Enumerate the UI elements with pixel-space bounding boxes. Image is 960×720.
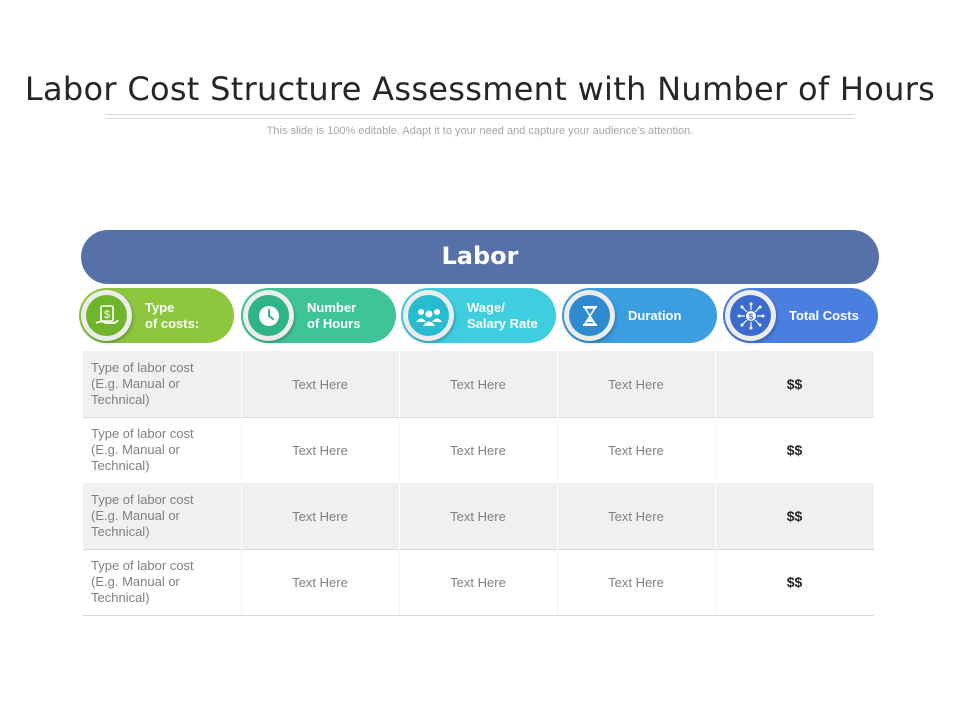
- column-header-label: Wage/ Salary Rate: [467, 299, 538, 331]
- rate-cell: Text Here: [450, 574, 506, 590]
- column-header-type: [79, 288, 234, 343]
- rate-cell: Text Here: [450, 508, 506, 524]
- title-rule-bottom: [106, 118, 854, 119]
- column-header-total: [723, 288, 878, 343]
- column-header-label: Type of costs:: [145, 299, 200, 331]
- rate-cell: Text Here: [450, 376, 506, 392]
- table-row: [83, 351, 874, 418]
- hand-dollar-icon: [86, 295, 127, 336]
- rate-cell: Text Here: [450, 442, 506, 458]
- hours-cell: Text Here: [292, 508, 348, 524]
- cost-type-cell: Type of labor cost (E.g. Manual or Technical): [91, 360, 194, 407]
- column-header-label: Number of Hours: [307, 299, 361, 331]
- icon-badge: [725, 290, 776, 341]
- labor-banner: Labor: [81, 230, 879, 284]
- dollar-network-icon: [730, 295, 771, 336]
- cost-type-cell: Type of labor cost (E.g. Manual or Technical): [91, 426, 194, 473]
- column-header-duration: [562, 288, 717, 343]
- icon-badge: [403, 290, 454, 341]
- hours-cell: Text Here: [292, 574, 348, 590]
- duration-cell: Text Here: [608, 376, 664, 392]
- duration-cell: Text Here: [608, 574, 664, 590]
- icon-badge: [243, 290, 294, 341]
- cost-type-cell: Type of labor cost (E.g. Manual or Technical): [91, 558, 194, 605]
- slide-subtitle: This slide is 100% editable. Adapt it to your need and capture your audience’s attention.: [266, 125, 694, 137]
- column-header-rate: [401, 288, 556, 343]
- table-row: [83, 417, 874, 484]
- table-row: [83, 483, 874, 550]
- svg-text:$: $: [748, 312, 753, 321]
- title-rule-top: [106, 114, 854, 115]
- cost-type-cell: Type of labor cost (E.g. Manual or Technical): [91, 492, 194, 539]
- duration-cell: Text Here: [608, 508, 664, 524]
- svg-text:$: $: [103, 308, 110, 321]
- total-cost-cell: $$: [786, 442, 803, 458]
- clock-icon: [248, 295, 289, 336]
- column-header-label: Duration: [628, 307, 682, 323]
- icon-badge: [564, 290, 615, 341]
- total-cost-cell: $$: [786, 574, 803, 590]
- hourglass-icon: [569, 295, 610, 336]
- icon-badge: [81, 290, 132, 341]
- total-cost-cell: $$: [786, 376, 803, 392]
- column-header-hours: [241, 288, 396, 343]
- hours-cell: Text Here: [292, 442, 348, 458]
- column-header-label: Total Costs: [789, 307, 859, 323]
- hours-cell: Text Here: [292, 376, 348, 392]
- total-cost-cell: $$: [786, 508, 803, 524]
- duration-cell: Text Here: [608, 442, 664, 458]
- slide-title: Labor Cost Structure Assessment with Number of Hours: [24, 70, 936, 108]
- team-icon: [408, 295, 449, 336]
- table-row: [83, 549, 874, 616]
